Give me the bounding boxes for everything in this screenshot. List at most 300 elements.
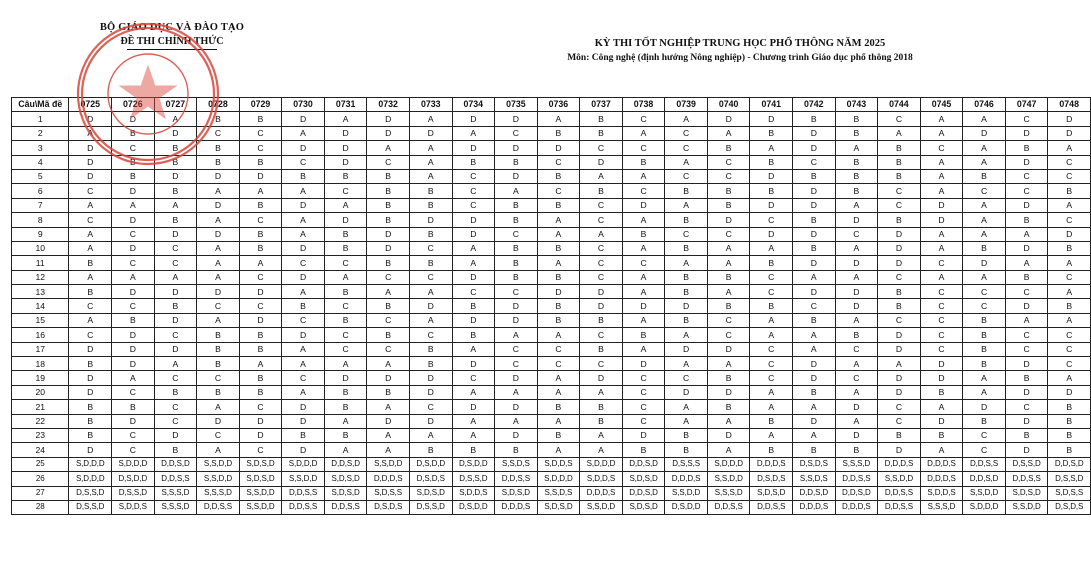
answer-cell: B xyxy=(409,184,452,198)
answer-cell: B xyxy=(580,184,623,198)
answer-cell: D xyxy=(835,256,878,270)
answer-cell: C xyxy=(622,112,665,126)
answer-cell: B xyxy=(750,443,793,457)
answer-cell: C xyxy=(1005,328,1048,342)
answer-cell: A xyxy=(793,270,836,284)
answer-cell: S,S,S,D xyxy=(154,486,197,500)
answer-cell: C xyxy=(1048,357,1091,371)
answer-cell: A xyxy=(282,126,325,140)
ministry-name: BỘ GIÁO DỤC VÀ ĐÀO TẠO xyxy=(99,22,245,33)
answer-cell: C xyxy=(622,414,665,428)
answer-cell: B xyxy=(537,270,580,284)
answer-cell: B xyxy=(750,126,793,140)
answer-cell: S,S,S,D xyxy=(835,457,878,471)
answer-cell: B xyxy=(665,443,708,457)
answer-cell: B xyxy=(69,285,112,299)
answer-cell: D,D,S,D xyxy=(154,457,197,471)
exam-code-header: 0741 xyxy=(750,98,793,112)
answer-cell: C xyxy=(878,313,921,327)
answer-cell: A xyxy=(622,241,665,255)
answer-cell: D xyxy=(69,385,112,399)
answer-cell: B xyxy=(622,328,665,342)
table-row xyxy=(12,428,1091,442)
answer-cell: A xyxy=(537,112,580,126)
answer-cell: D xyxy=(367,241,410,255)
answer-cell: C xyxy=(537,357,580,371)
answer-cell: A xyxy=(495,385,538,399)
answer-cell: A xyxy=(750,428,793,442)
answer-cell: A xyxy=(452,385,495,399)
answer-cell: A xyxy=(622,126,665,140)
answer-cell: B xyxy=(69,428,112,442)
answer-cell: C xyxy=(707,155,750,169)
answer-cell: C xyxy=(154,241,197,255)
question-number: 4 xyxy=(12,155,69,169)
answer-cell: B xyxy=(282,169,325,183)
answer-cell: D,D,D,S xyxy=(878,457,921,471)
answer-cell: B xyxy=(665,241,708,255)
answer-cell: D xyxy=(1005,198,1048,212)
answer-cell: B xyxy=(878,141,921,155)
answer-cell: S,S,D,S xyxy=(793,472,836,486)
answer-cell: A xyxy=(1005,227,1048,241)
answer-cell: C xyxy=(580,270,623,284)
answer-cell: C xyxy=(963,184,1006,198)
exam-code-header: 0740 xyxy=(707,98,750,112)
answer-cell: B xyxy=(495,443,538,457)
answer-cell: A xyxy=(707,357,750,371)
answer-cell: S,D,S,S xyxy=(367,486,410,500)
answer-cell: A xyxy=(409,112,452,126)
answer-cell: A xyxy=(835,414,878,428)
answer-cell: B xyxy=(1048,241,1091,255)
answer-cell: S,S,D,D xyxy=(963,486,1006,500)
answer-cell: B xyxy=(495,155,538,169)
answer-cell: D xyxy=(495,169,538,183)
answer-cell: C xyxy=(1005,112,1048,126)
answer-cell: D xyxy=(835,285,878,299)
answer-cell: C xyxy=(197,428,240,442)
answer-cell: A xyxy=(154,270,197,284)
answer-cell: A xyxy=(154,112,197,126)
answer-cell: A xyxy=(920,227,963,241)
answer-cell: A xyxy=(282,184,325,198)
answer-cell: C xyxy=(622,256,665,270)
answer-cell: S,D,S,D xyxy=(622,500,665,514)
answer-cell: S,S,D,D xyxy=(282,472,325,486)
answer-cell: D,D,S,D xyxy=(963,472,1006,486)
table-row xyxy=(12,141,1091,155)
answer-cell: C xyxy=(1005,184,1048,198)
answer-cell: C xyxy=(793,155,836,169)
answer-cell: D,D,S,D xyxy=(1048,457,1091,471)
table-row xyxy=(12,285,1091,299)
answer-cell: C xyxy=(154,256,197,270)
answer-cell: C xyxy=(963,428,1006,442)
exam-code-header: 0739 xyxy=(665,98,708,112)
answer-cell: B xyxy=(878,213,921,227)
answer-cell: C xyxy=(878,112,921,126)
question-number: 14 xyxy=(12,299,69,313)
issuer-header xyxy=(92,22,252,50)
answer-cell: D xyxy=(707,428,750,442)
answer-cell: B xyxy=(239,198,282,212)
answer-cell: C xyxy=(750,342,793,356)
answer-cell: A xyxy=(409,155,452,169)
answer-cell: B xyxy=(197,112,240,126)
exam-code-header: 0747 xyxy=(1005,98,1048,112)
answer-cell: C xyxy=(409,241,452,255)
answer-cell: B xyxy=(750,299,793,313)
answer-cell: D xyxy=(239,428,282,442)
answer-cell: C xyxy=(239,213,282,227)
answer-cell: A xyxy=(367,285,410,299)
answer-cell: A xyxy=(665,155,708,169)
answer-cell: D xyxy=(1005,299,1048,313)
answer-cell: D,D,S,S xyxy=(282,500,325,514)
exam-code-header: 0736 xyxy=(537,98,580,112)
answer-cell: B xyxy=(409,256,452,270)
answer-cell: A xyxy=(69,126,112,140)
answer-cell: C xyxy=(154,328,197,342)
answer-cell: S,D,D,D xyxy=(112,457,155,471)
answer-cell: S,S,D,D xyxy=(580,500,623,514)
answer-cell: B xyxy=(282,428,325,442)
answer-cell: C xyxy=(495,357,538,371)
answer-cell: B xyxy=(793,241,836,255)
answer-cell: D,D,S,D xyxy=(835,486,878,500)
answer-cell: C xyxy=(367,155,410,169)
answer-cell: S,S,S,D xyxy=(707,486,750,500)
answer-cell: A xyxy=(452,428,495,442)
answer-cell: D xyxy=(452,357,495,371)
answer-cell: A xyxy=(665,198,708,212)
answer-cell: A xyxy=(282,213,325,227)
answer-cell: A xyxy=(112,198,155,212)
table-row xyxy=(12,414,1091,428)
answer-cell: D xyxy=(112,213,155,227)
answer-cell: A xyxy=(367,357,410,371)
answer-cell: A xyxy=(239,184,282,198)
answer-cell: B xyxy=(750,184,793,198)
answer-cell: A xyxy=(197,184,240,198)
table-row xyxy=(12,241,1091,255)
answer-cell: A xyxy=(793,328,836,342)
answer-cell: A xyxy=(537,443,580,457)
answer-cell: D,D,D,S xyxy=(920,457,963,471)
answer-cell: B xyxy=(324,400,367,414)
answer-cell: B xyxy=(707,400,750,414)
answer-cell: D,S,S,D xyxy=(69,486,112,500)
table-row xyxy=(12,357,1091,371)
answer-cell: D xyxy=(112,414,155,428)
answer-cell: D,S,S,D xyxy=(1048,472,1091,486)
answer-cell: D xyxy=(367,414,410,428)
answer-cell: A xyxy=(622,169,665,183)
answer-cell: D,D,S,S xyxy=(282,486,325,500)
answer-cell: D xyxy=(750,198,793,212)
answer-cell: D xyxy=(495,400,538,414)
answer-cell: A xyxy=(452,126,495,140)
answer-cell: B xyxy=(1048,299,1091,313)
answer-cell: C xyxy=(580,213,623,227)
exam-code-header: 0743 xyxy=(835,98,878,112)
answer-cell: A xyxy=(69,313,112,327)
answer-cell: A xyxy=(580,428,623,442)
answer-cell: D,S,D,S xyxy=(750,472,793,486)
answer-cell: D xyxy=(707,213,750,227)
answer-cell: D xyxy=(282,141,325,155)
question-number: 27 xyxy=(12,486,69,500)
answer-cell: A xyxy=(707,285,750,299)
answer-cell: D,D,S,S xyxy=(750,500,793,514)
exam-code-header: 0726 xyxy=(112,98,155,112)
answer-cell: C xyxy=(1048,342,1091,356)
answer-cell: S,D,S,D xyxy=(239,472,282,486)
answer-cell: D xyxy=(367,126,410,140)
answer-cell: D xyxy=(282,443,325,457)
answer-cell: C xyxy=(707,227,750,241)
answer-cell: D xyxy=(154,285,197,299)
answer-cell: D xyxy=(495,141,538,155)
answer-cell: A xyxy=(154,357,197,371)
answer-cell: A xyxy=(920,443,963,457)
answer-cell: B xyxy=(452,299,495,313)
answer-cell: A xyxy=(622,285,665,299)
answer-cell: D xyxy=(1005,385,1048,399)
answer-cell: B xyxy=(197,385,240,399)
answer-cell: S,S,D,S xyxy=(537,486,580,500)
answer-cell: D xyxy=(622,428,665,442)
answer-cell: D,D,D,S xyxy=(750,457,793,471)
answer-cell: C xyxy=(154,414,197,428)
answer-cell: A xyxy=(665,328,708,342)
answer-cell: A xyxy=(750,328,793,342)
answer-cell: A xyxy=(707,443,750,457)
table-row xyxy=(12,328,1091,342)
table-row xyxy=(12,155,1091,169)
exam-code-header: 0742 xyxy=(793,98,836,112)
answer-cell: C xyxy=(324,328,367,342)
answer-cell: B xyxy=(409,357,452,371)
table-row xyxy=(12,313,1091,327)
answer-cell: D,S,D,D xyxy=(452,457,495,471)
table-row xyxy=(12,299,1091,313)
exam-code-header: 0733 xyxy=(409,98,452,112)
answer-cell: C xyxy=(112,227,155,241)
answer-cell: A xyxy=(580,385,623,399)
answer-cell: D xyxy=(452,112,495,126)
answer-cell: B xyxy=(239,385,282,399)
answer-cell: D,D,S,S xyxy=(835,472,878,486)
answer-cell: D xyxy=(197,227,240,241)
question-number: 24 xyxy=(12,443,69,457)
answer-cell: A xyxy=(835,198,878,212)
answer-cell: D xyxy=(409,213,452,227)
answer-cell: D xyxy=(793,141,836,155)
answer-cell: C xyxy=(963,285,1006,299)
answer-cell: C xyxy=(1048,270,1091,284)
answer-cell: D xyxy=(112,328,155,342)
answer-cell: D xyxy=(707,342,750,356)
answer-cell: S,D,D,S xyxy=(920,486,963,500)
question-number: 22 xyxy=(12,414,69,428)
exam-title: KỲ THI TỐT NGHIỆP TRUNG HỌC PHỔ THÔNG NĂM 2025 xyxy=(594,38,886,49)
answer-cell: C xyxy=(707,313,750,327)
answer-cell: D xyxy=(154,227,197,241)
answer-cell: C xyxy=(367,342,410,356)
answer-cell: B xyxy=(324,285,367,299)
answer-cell: B xyxy=(878,285,921,299)
answer-cell: B xyxy=(239,371,282,385)
table-row xyxy=(12,270,1091,284)
table-row xyxy=(12,371,1091,385)
table-row xyxy=(12,169,1091,183)
answer-cell: C xyxy=(282,313,325,327)
answer-cell: B xyxy=(580,400,623,414)
answer-cell: B xyxy=(835,443,878,457)
answer-cell: D xyxy=(707,385,750,399)
answer-cell: S,D,S,D xyxy=(495,486,538,500)
answer-cell: B xyxy=(835,328,878,342)
question-number: 8 xyxy=(12,213,69,227)
answer-cell: D xyxy=(69,169,112,183)
answer-cell: A xyxy=(495,328,538,342)
answer-cell: A xyxy=(622,342,665,356)
answer-cell: S,D,S,D xyxy=(324,472,367,486)
answer-cell: S,D,D,S xyxy=(112,500,155,514)
answer-cell: B xyxy=(537,428,580,442)
answer-cell: A xyxy=(1005,313,1048,327)
answer-cell: D,S,D,S xyxy=(367,500,410,514)
answer-cell: C xyxy=(239,141,282,155)
answer-cell: D xyxy=(793,184,836,198)
question-number: 17 xyxy=(12,342,69,356)
answer-cell: B xyxy=(1005,141,1048,155)
table-header-row xyxy=(12,98,1091,112)
answer-cell: C xyxy=(622,141,665,155)
answer-cell: B xyxy=(69,256,112,270)
answer-cell: D,S,D,D xyxy=(665,500,708,514)
answer-cell: B xyxy=(282,299,325,313)
answer-cell: D xyxy=(239,313,282,327)
answer-cell: B xyxy=(963,241,1006,255)
answer-cell: S,S,D,S xyxy=(495,457,538,471)
answer-cell: D xyxy=(452,213,495,227)
answer-cell: C xyxy=(452,198,495,212)
answer-cell: D xyxy=(793,414,836,428)
answer-cell: S,D,S,D xyxy=(537,500,580,514)
answer-cell: D xyxy=(1005,241,1048,255)
question-number: 6 xyxy=(12,184,69,198)
answer-cell: B xyxy=(1005,270,1048,284)
answer-cell: A xyxy=(793,342,836,356)
answer-cell: A xyxy=(878,357,921,371)
answer-cell: B xyxy=(963,328,1006,342)
answer-cell: B xyxy=(367,198,410,212)
answer-cell: S,S,D,D xyxy=(878,472,921,486)
answer-cell: D xyxy=(495,299,538,313)
answer-cell: D xyxy=(878,371,921,385)
answer-cell: C xyxy=(1005,169,1048,183)
answer-cell: D xyxy=(750,112,793,126)
answer-cell: C xyxy=(920,342,963,356)
exam-code-header: 0735 xyxy=(495,98,538,112)
answer-cell: C xyxy=(580,328,623,342)
answer-cell: D xyxy=(495,371,538,385)
answer-cell: B xyxy=(367,169,410,183)
answer-cell: D xyxy=(665,299,708,313)
answer-cell: A xyxy=(69,241,112,255)
answer-cell: A xyxy=(537,328,580,342)
answer-cell: D xyxy=(69,141,112,155)
answer-cell: D,S,S,D xyxy=(112,486,155,500)
answer-cell: C xyxy=(580,256,623,270)
answer-cell: D xyxy=(580,299,623,313)
answer-cell: B xyxy=(154,155,197,169)
answer-cell: D,S,D,D xyxy=(452,500,495,514)
answer-cell: C xyxy=(1048,328,1091,342)
answer-cell: B xyxy=(963,342,1006,356)
answer-cell: D xyxy=(112,241,155,255)
answer-cell: C xyxy=(409,270,452,284)
answer-cell: C xyxy=(580,141,623,155)
answer-cell: D xyxy=(495,428,538,442)
answer-cell: D,D,S,S xyxy=(197,500,240,514)
answer-cell: C xyxy=(580,198,623,212)
answer-cell: D xyxy=(324,141,367,155)
answer-cell: A xyxy=(622,213,665,227)
answer-cell: B xyxy=(154,184,197,198)
answer-cell: D xyxy=(920,213,963,227)
answer-cell: A xyxy=(69,227,112,241)
answer-cell: S,S,D,D xyxy=(239,486,282,500)
question-number: 1 xyxy=(12,112,69,126)
answer-cell: A xyxy=(282,342,325,356)
answer-cell: B xyxy=(239,342,282,356)
exam-code-header: 0746 xyxy=(963,98,1006,112)
question-number: 12 xyxy=(12,270,69,284)
table-row xyxy=(12,385,1091,399)
answer-key-table xyxy=(11,97,1091,515)
answer-cell: D xyxy=(878,227,921,241)
answer-cell: C xyxy=(622,184,665,198)
answer-cell: C xyxy=(622,400,665,414)
answer-cell: C xyxy=(963,299,1006,313)
question-number: 28 xyxy=(12,500,69,514)
answer-cell: S,S,D,D xyxy=(665,486,708,500)
answer-cell: S,D,S,D xyxy=(750,486,793,500)
answer-cell: B xyxy=(920,428,963,442)
table-row xyxy=(12,400,1091,414)
answer-cell: D,D,D,S xyxy=(580,486,623,500)
answer-cell: D xyxy=(495,313,538,327)
question-number: 18 xyxy=(12,357,69,371)
answer-cell: B xyxy=(324,227,367,241)
answer-cell: D xyxy=(282,112,325,126)
answer-cell: D,D,S,D xyxy=(324,457,367,471)
answer-cell: D,D,D,S xyxy=(835,500,878,514)
exam-code-header: 0728 xyxy=(197,98,240,112)
answer-cell: C xyxy=(665,126,708,140)
answer-cell: D xyxy=(878,241,921,255)
answer-cell: A xyxy=(282,285,325,299)
answer-cell: A xyxy=(367,141,410,155)
answer-cell: A xyxy=(197,241,240,255)
answer-cell: B xyxy=(537,299,580,313)
answer-cell: B xyxy=(793,385,836,399)
answer-cell: C xyxy=(878,270,921,284)
